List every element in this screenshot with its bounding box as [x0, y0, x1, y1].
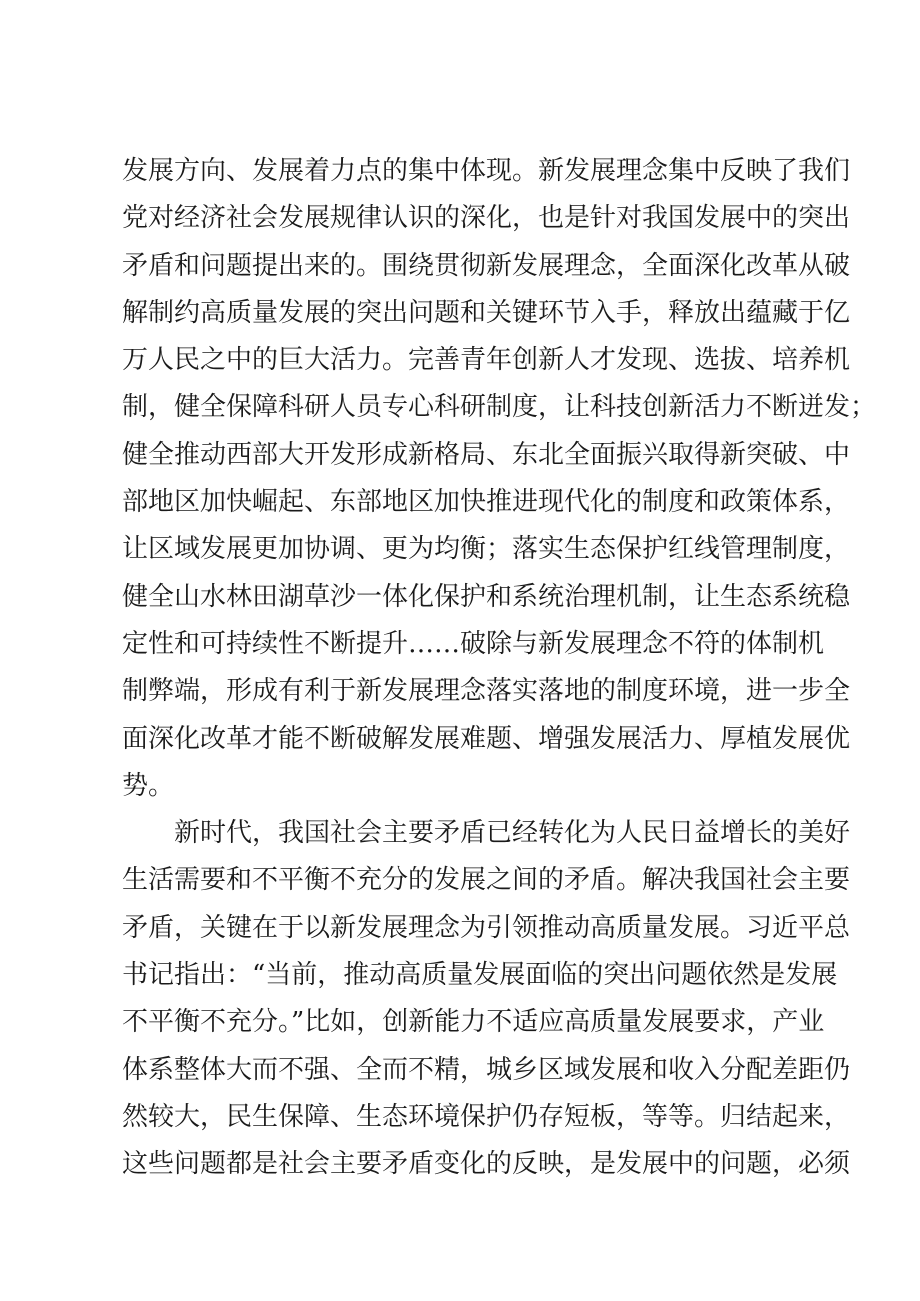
paragraph-line: 制，健全保障科研人员专心科研制度，让科技创新活力不断迸发； [122, 392, 877, 423]
paragraph-line: 部地区加快崛起、东部地区加快推进现代化的制度和政策体系， [122, 487, 851, 518]
paragraph-line: 矛盾，关键在于以新发展理念为引领推动高质量发展。习近平总 [122, 912, 851, 943]
paragraph-2 [122, 810, 851, 1188]
paragraph-line: 定性和可持续性不断提升……破除与新发展理念不符的体制机 [122, 628, 825, 659]
paragraph-line: 党对经济社会发展规律认识的深化，也是针对我国发展中的突出 [122, 203, 851, 234]
paragraph-line: 万人民之中的巨大活力。完善青年创新人才发现、选拔、培养机 [122, 345, 851, 376]
paragraph-line: 势。 [122, 770, 175, 801]
paragraph-line: 解制约高质量发展的突出问题和关键环节入手，释放出蕴藏于亿 [122, 297, 851, 328]
paragraph-line: 制弊端，形成有利于新发展理念落实落地的制度环境，进一步全 [122, 676, 851, 707]
paragraph-line: 生活需要和不平衡不充分的发展之间的矛盾。解决我国社会主要 [122, 865, 851, 896]
paragraph-line: 这些问题都是社会主要矛盾变化的反映，是发展中的问题，必须 [122, 1149, 851, 1180]
paragraph-line: 健全推动西部大开发形成新格局、东北全面振兴取得新突破、中 [122, 439, 851, 470]
paragraph-line: 让区域发展更加协调、更为均衡；落实生态保护红线管理制度， [122, 534, 851, 565]
paragraph-line: 书记指出：“当前，推动高质量发展面临的突出问题依然是发展 [122, 960, 838, 991]
paragraph-line: 矛盾和问题提出来的。围绕贯彻新发展理念，全面深化改革从破 [122, 250, 851, 281]
document-body [122, 148, 877, 1189]
paragraph-line: 面深化改革才能不断破解发展难题、增强发展活力、厚植发展优 [122, 723, 851, 754]
paragraph-line: 体系整体大而不强、全而不精，城乡区域发展和收入分配差距仍 [122, 1054, 851, 1085]
paragraph-line: 然较大，民生保障、生态环境保护仍存短板，等等。归结起来， [122, 1101, 851, 1132]
paragraph-line: 发展方向、发展着力点的集中体现。新发展理念集中反映了我们 [122, 156, 851, 186]
paragraph-line: 新时代，我国社会主要矛盾已经转化为人民日益增长的美好 [174, 818, 851, 849]
paragraph-1 [122, 148, 877, 810]
paragraph-line: 健全山水林田湖草沙一体化保护和系统治理机制，让生态系统稳 [122, 581, 851, 612]
paragraph-line: 不平衡不充分。”比如，创新能力不适应高质量发展要求，产业 [122, 1007, 825, 1038]
